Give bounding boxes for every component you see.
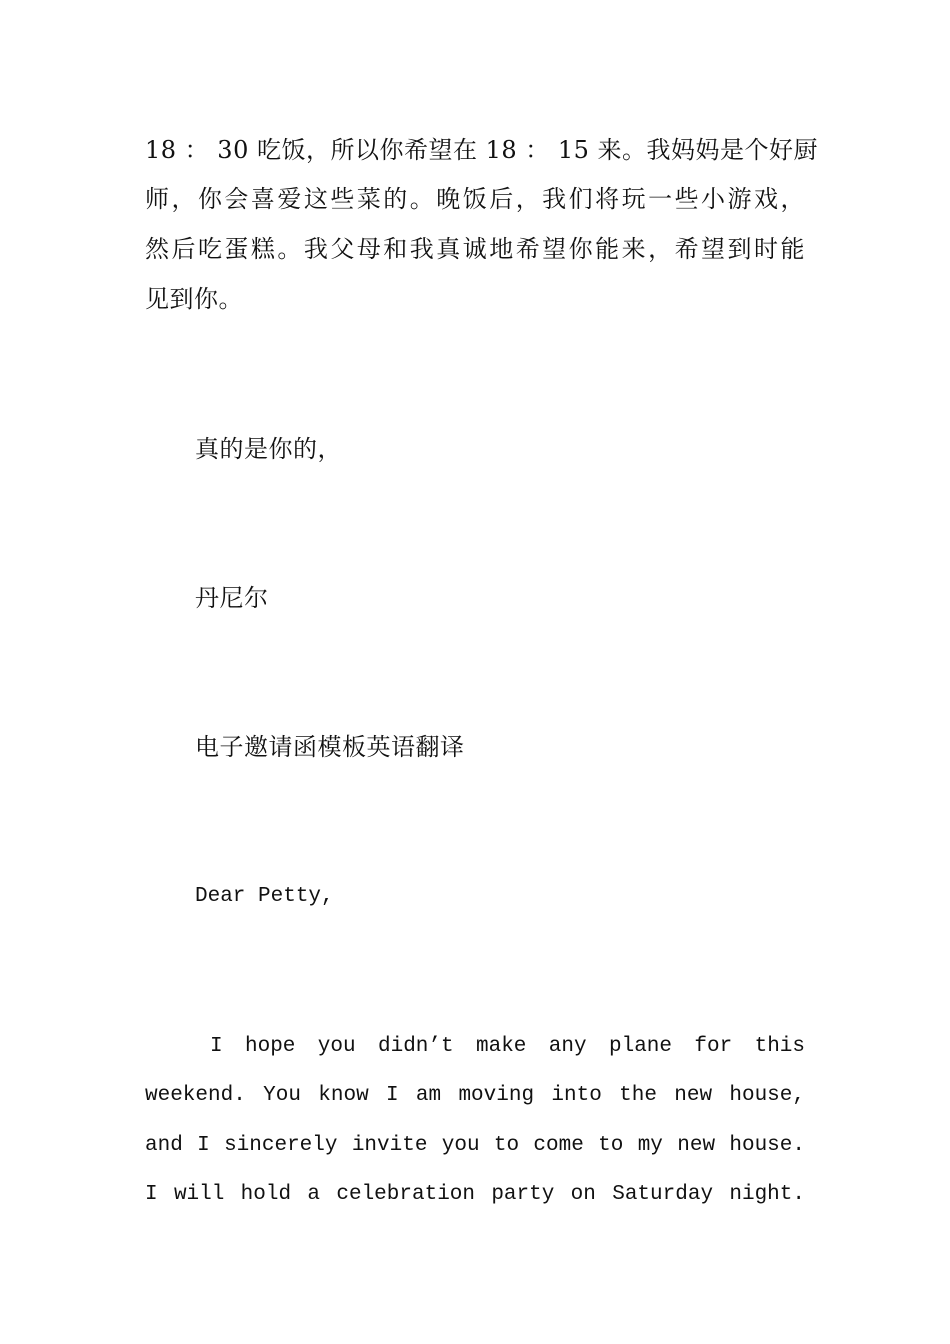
paragraph1-line-1: 18 ： 30 吃饭，所以你希望在 18 ： 15 来。我妈妈是个好厨 [145, 136, 819, 164]
signature: 丹尼尔 [195, 584, 269, 612]
paragraph1-line-2: 师，你会喜爱这些菜的。晚饭后，我们将玩一些小游戏， [145, 185, 805, 213]
salutation: Dear Petty, [195, 885, 334, 908]
section-heading: 电子邀请函模板英语翻译 [195, 733, 465, 761]
paragraph1-line-4: 见到你。 [145, 285, 243, 313]
paragraph2-line-2: weekend. You know I am moving into the new house, [145, 1084, 805, 1107]
paragraph2-line-4: I will hold a celebration party on Saturday night. [145, 1183, 805, 1206]
paragraph2-line-3: and I sincerely invite you to come to my new house. [145, 1134, 805, 1157]
paragraph1-line-3: 然后吃蛋糕。我父母和我真诚地希望你能来，希望到时能 [145, 235, 805, 263]
paragraph2-line-1: I hope you didn’t make any plane for this [210, 1035, 805, 1058]
closing-line: 真的是你的， [195, 435, 342, 463]
